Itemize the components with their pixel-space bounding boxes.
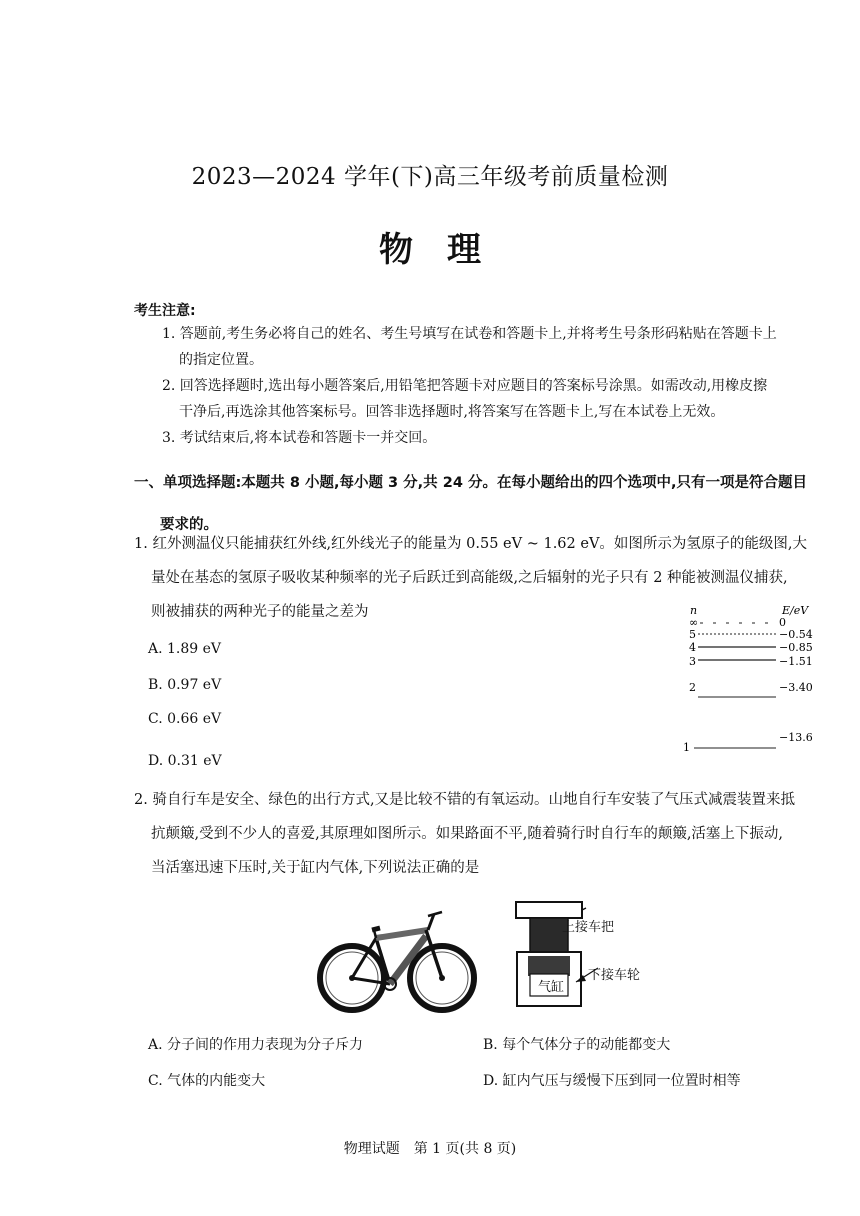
q2-line: 2. 骑自行车是安全、绿色的出行方式,又是比较不错的有氧运动。山地自行车安装了气压式减震装置来抵: [134, 792, 796, 808]
piston: [528, 956, 570, 976]
question-2-stem: [134, 783, 824, 885]
level-energy: −1.51: [779, 655, 813, 668]
section-line: 一、单项选择题:本题共 8 小题,每小题 3 分,共 24 分。在每小题给出的四个选项中,只有一项是符合题目: [134, 475, 807, 491]
page-footer: 物理试题 第 1 页(共 8 页): [343, 1141, 517, 1157]
level-n-label: 1: [683, 741, 690, 754]
notice-item: 干净后,再选涂其他答案标号。回答非选择题时,将答案写在答题卡上,写在本试卷上无效。: [179, 404, 725, 420]
bicycle-illustration: [316, 908, 482, 1020]
q1-option-b: B. 0.97 eV: [148, 677, 222, 693]
q1-option-c: C. 0.66 eV: [148, 711, 222, 727]
exam-title: 2023—2024 学年(下)高三年级考前质量检测: [191, 164, 669, 190]
subject-title: 物理: [379, 230, 515, 270]
q2-option-d: D. 缸内气压与缓慢下压到同一位置时相等: [483, 1073, 741, 1089]
q1-option-a: A. 1.89 eV: [148, 641, 222, 657]
level-energy: −0.85: [779, 641, 813, 654]
axis-n-label: n: [690, 604, 698, 617]
q1-line: 量处在基态的氢原子吸收某种频率的光子后跃迁到高能级,之后辐射的光子只有 2 种能被测温仪捕获,: [151, 570, 788, 586]
level-n-label: 2: [689, 681, 696, 694]
energy-level-diagram: [676, 598, 826, 758]
level-energy: −13.6: [779, 731, 813, 744]
q2-option-a: A. 分子间的作用力表现为分子斥力: [148, 1037, 364, 1053]
q2-line: 抗颠簸,受到不少人的喜爱,其原理如图所示。如果路面不平,随着骑行时自行车的颠簸,活塞上下振动,: [151, 826, 784, 842]
notice-item: 2. 回答选择题时,选出每小题答案后,用铅笔把答题卡对应题目的答案标号涂黑。如需改动,用橡皮擦: [162, 378, 768, 394]
q2-option-c: C. 气体的内能变大: [148, 1073, 266, 1089]
section-line: 要求的。: [160, 517, 218, 533]
q1-line: 则被捕获的两种光子的能量之差为: [151, 604, 369, 620]
level-n-label: 4: [689, 641, 696, 654]
level-energy: −0.54: [779, 628, 813, 641]
notice-item: 3. 考试结束后,将本试卷和答题卡一并交回。: [162, 430, 437, 446]
level-energy: −3.40: [779, 681, 813, 694]
level-n-label: 3: [689, 655, 696, 668]
label-cylinder: 气缸: [538, 980, 565, 995]
axis-e-label: E/eV: [782, 604, 809, 617]
shock-absorber-diagram: [500, 896, 650, 1014]
level-n-label: 5: [689, 628, 696, 641]
level-energy: 0: [779, 616, 786, 629]
notice-item: 1. 答题前,考生务必将自己的姓名、考生号填写在试卷和答题卡上,并将考生号条形码粘贴在答题卡上: [162, 326, 777, 342]
q1-option-d: D. 0.31 eV: [148, 753, 222, 769]
level-n-label: ∞: [689, 616, 699, 629]
notice-item: 的指定位置。: [179, 352, 263, 368]
label-lower-wheel: 下接车轮: [588, 968, 641, 983]
q2-option-b: B. 每个气体分子的动能都变大: [483, 1037, 671, 1053]
notice-list: [162, 321, 816, 451]
notice-title: 考生注意:: [134, 303, 196, 319]
q1-line: 1. 红外测温仪只能捕获红外线,红外线光子的能量为 0.55 eV ~ 1.62 eV。如图所示为氢原子的能级图,大: [134, 536, 808, 552]
q2-line: 当活塞迅速下压时,关于缸内气体,下列说法正确的是: [151, 860, 480, 876]
label-upper-handlebar: 上接车把: [562, 920, 615, 935]
